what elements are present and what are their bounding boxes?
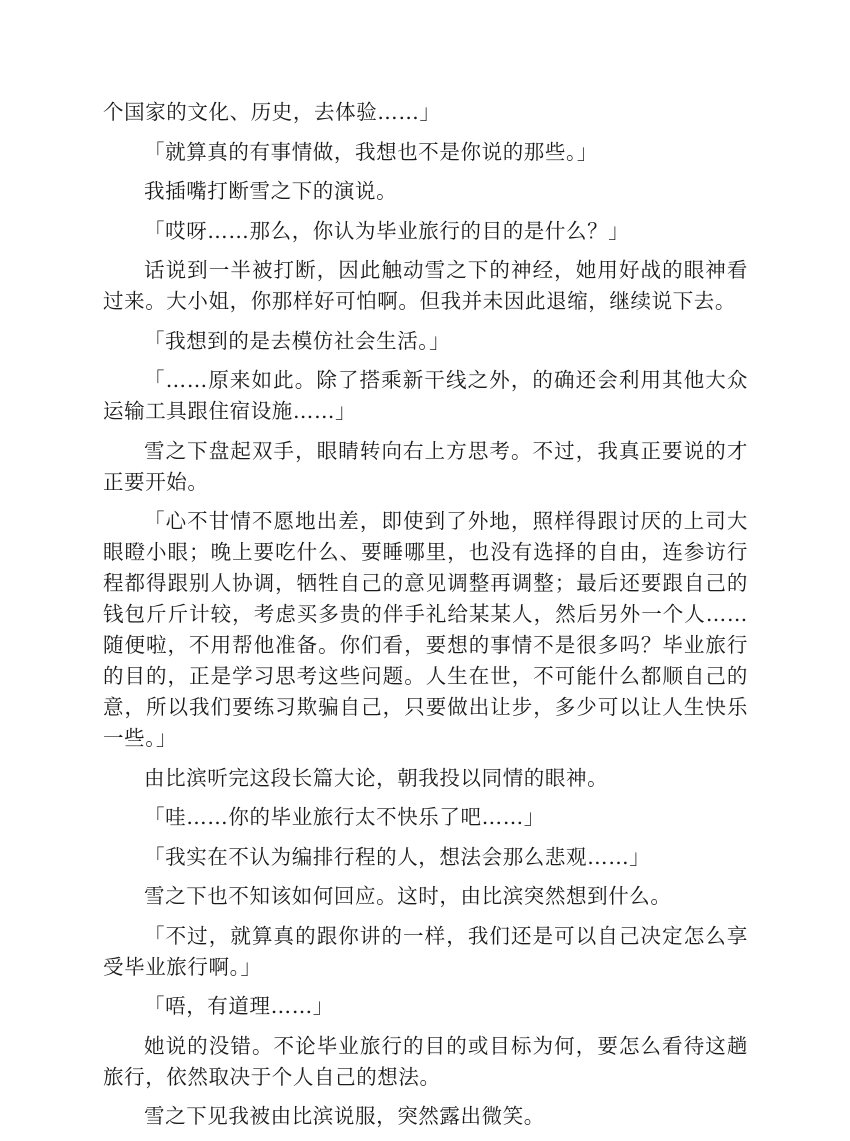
paragraph: 「我想到的是去模仿社会生活。」 (144, 328, 451, 353)
paragraph: 「就算真的有事情做，我想也不是你说的那些。」 (144, 139, 598, 164)
paragraph: 雪之下见我被由比滨说服，突然露出微笑。 (144, 1104, 545, 1128)
paragraph: 「哎呀……那么，你认为毕业旅行的目的是什么？」 (144, 218, 630, 243)
paragraph: 「唔，有道理……」 (144, 994, 334, 1018)
paragraph: 「心不甘情不愿地出差，即使到了外地，照样得跟讨厌的上司大眼瞪小眼；晚上要吃什么、要睡哪里，也没有选择的自由，连参访行程都得跟别人协调，牺牲自己的意见调整再调整；最后还要跟自己的钱包斤斤计较，考虑买多贵的伴手礼给某某人，然后另外一个人……随便啦，不用帮他准备。你们看，要想的事情不是很多吗？毕业旅行的目的，正是学习思考这些问题。人生在世，不可能什么都顺自己的意，所以我们要练习欺骗自己，只要做出让步，多少可以让人生快乐一些。」 (103, 509, 748, 750)
paragraph: 雪之下盘起双手，眼睛转向右上方思考。不过，我真正要说的才正要开始。 (103, 438, 748, 494)
paragraph: 话说到一半被打断，因此触动雪之下的神经，她用好战的眼神看过来。大小姐，你那样好可怕啊。但我并未因此退缩，继续说下去。 (103, 258, 748, 313)
paragraph: 「哇……你的毕业旅行太不快乐了吧……」 (144, 805, 545, 829)
paragraph: 「……原来如此。除了搭乘新干线之外，的确还会利用其他大众运输工具跟住宿设施……」 (103, 368, 748, 423)
paragraph: 她说的没错。不论毕业旅行的目的或目标为何，要怎么看待这趟旅行，依然取决于个人自己的想法。 (103, 1033, 748, 1089)
body-text (103, 97, 748, 1141)
paragraph: 「不过，就算真的跟你讲的一样，我们还是可以自己决定怎么享受毕业旅行啊。」 (103, 923, 748, 979)
paragraph: 我插嘴打断雪之下的演说。 (144, 179, 398, 203)
paragraph: 个国家的文化、历史，去体验……」 (103, 100, 441, 124)
paragraph: 「我实在不认为编排行程的人，想法会那么悲观……」 (144, 844, 651, 869)
paragraph: 雪之下也不知该如何回应。这时，由比滨突然想到什么。 (144, 884, 672, 908)
paragraph: 由比滨听完这段长篇大论，朝我投以同情的眼神。 (144, 765, 609, 790)
